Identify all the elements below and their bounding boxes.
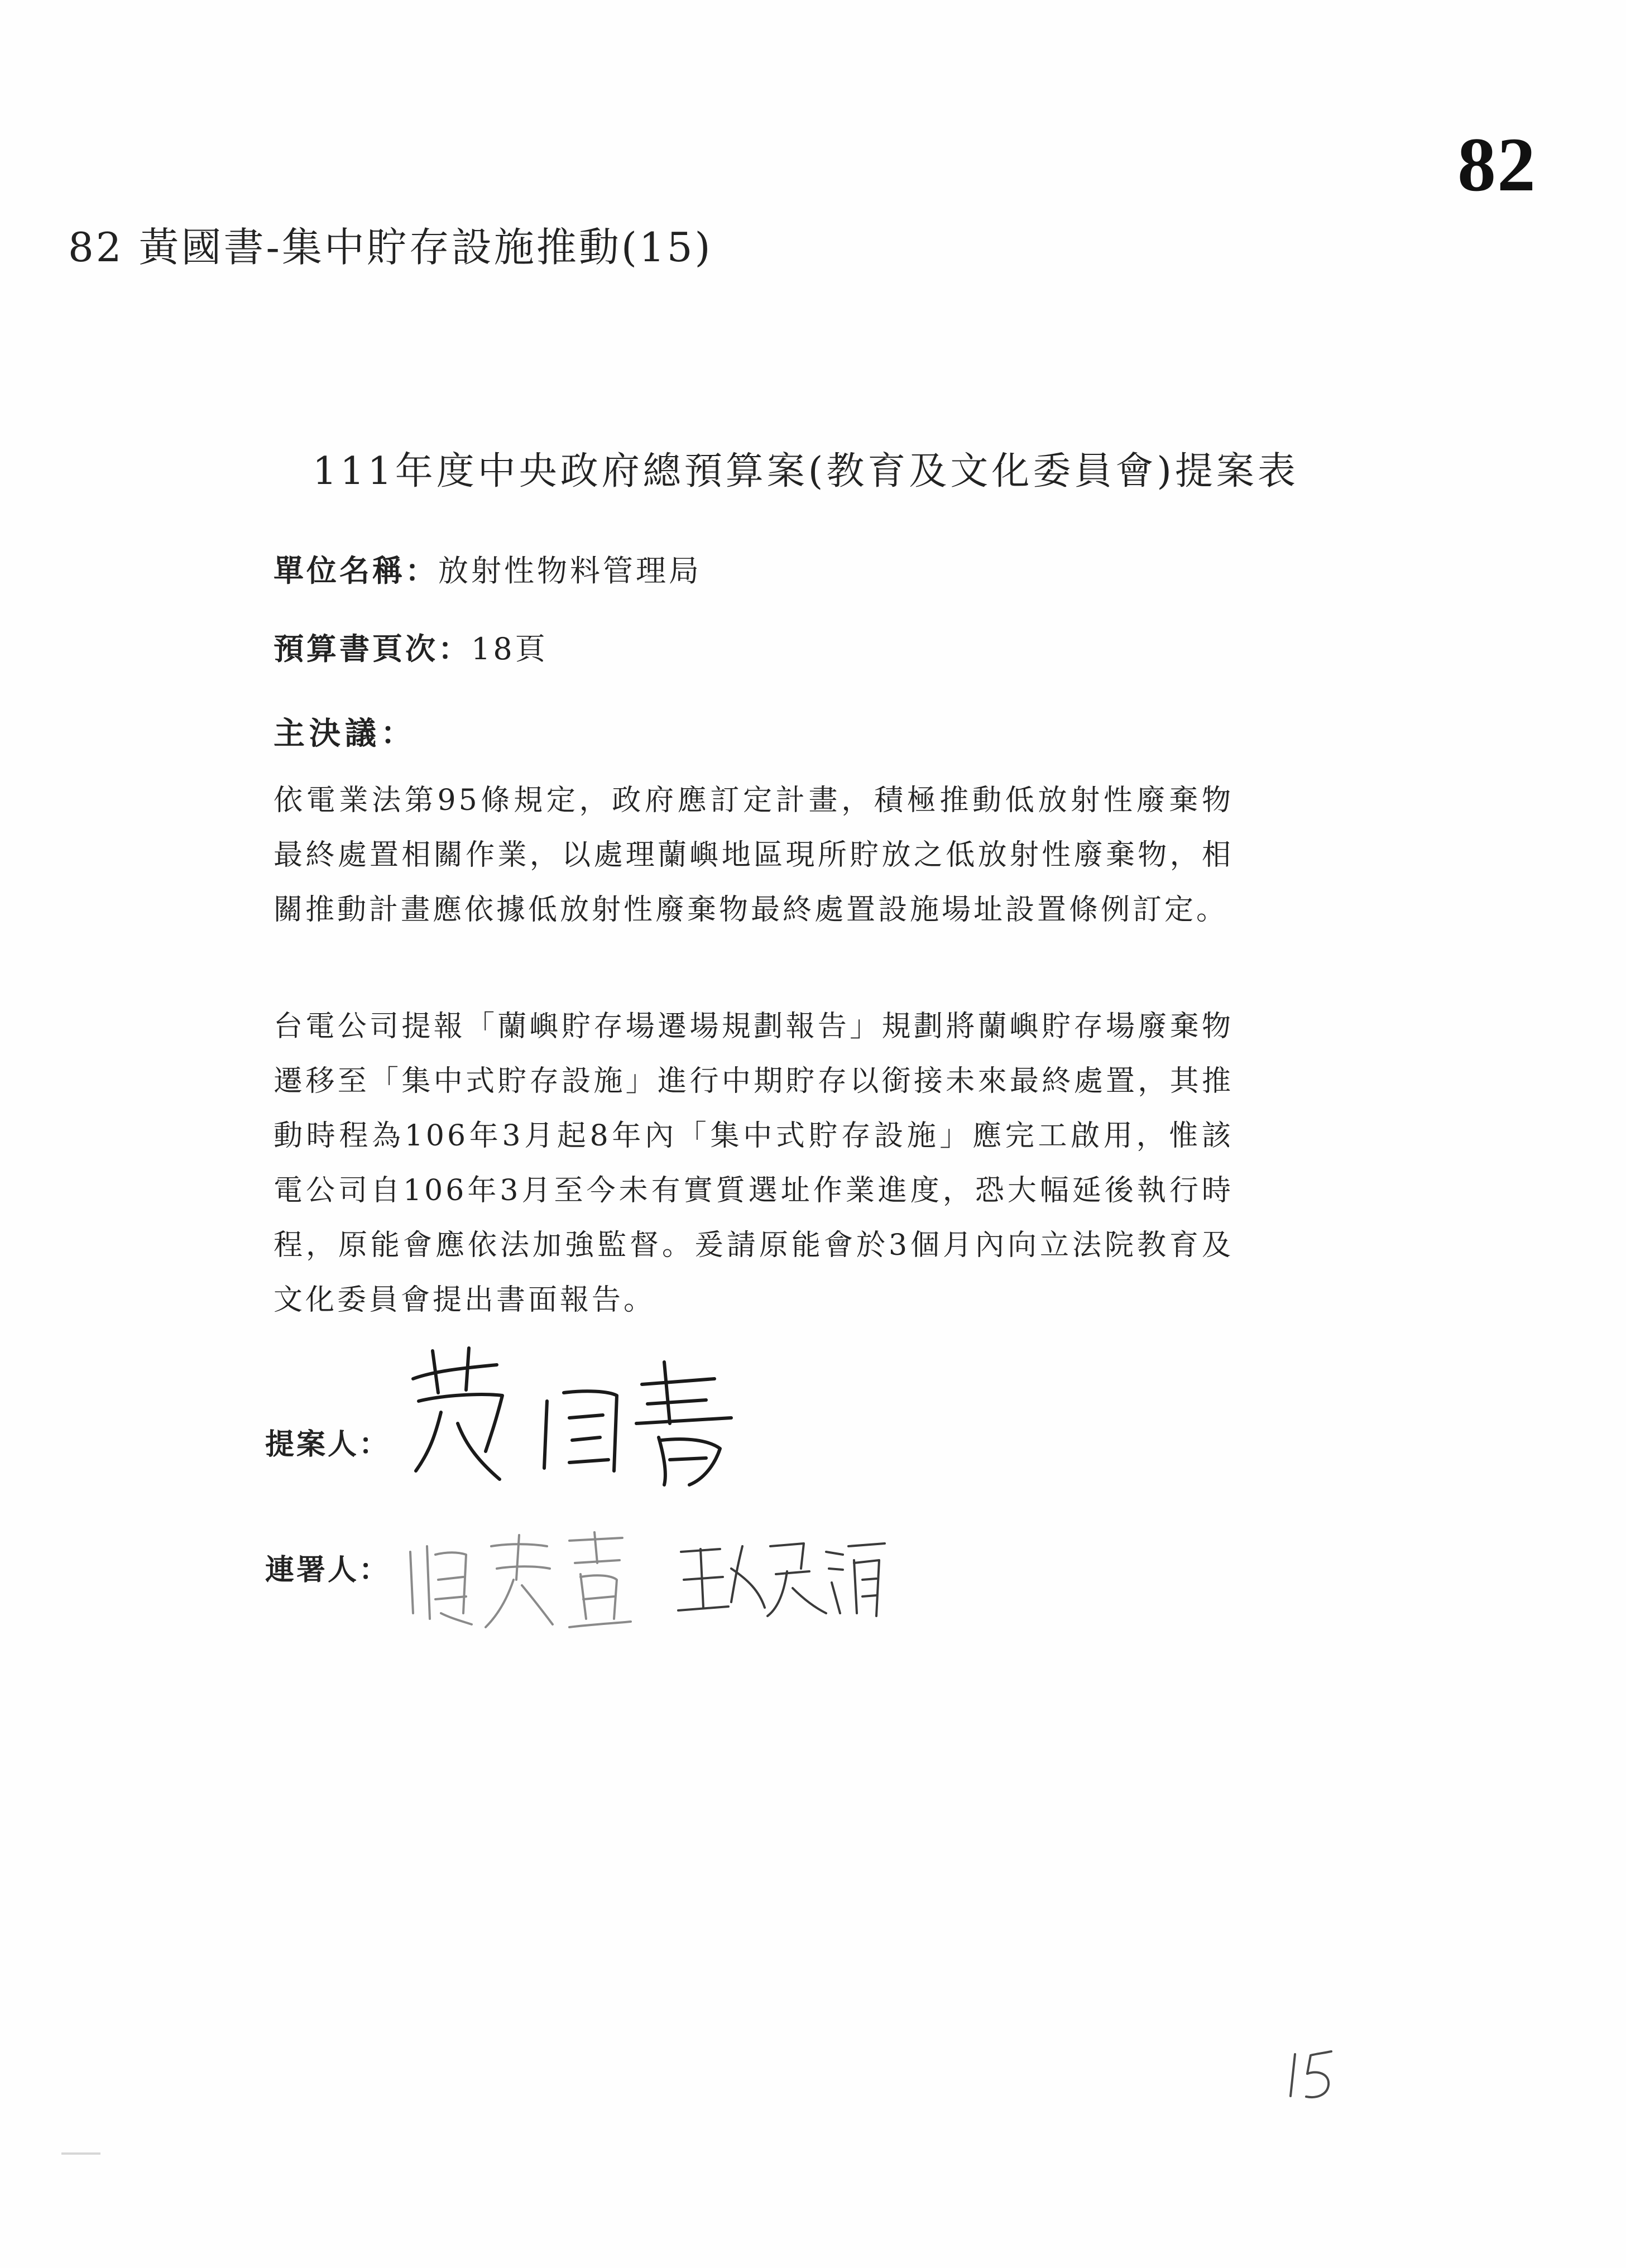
unit-field [274,547,702,590]
proposer-signature [402,1340,748,1496]
item-heading: 82 黃國書-集中貯存設施推動(15) [68,224,713,271]
cosigner-signature [402,1529,636,1636]
cosigner-signature [675,1529,888,1624]
resolution-label: 主決議： [274,715,416,752]
page-number: 82 [1457,122,1537,207]
budget-page-label: 預算書頁次： [274,631,471,667]
unit-label: 單位名稱： [274,553,438,588]
resolution-paragraph: 台電公司提報「蘭嶼貯存場遷場規劃報告」規劃將蘭嶼貯存場廢棄物遷移至「集中式貯存設施」進行中期貯存以銜接未來最終處置，其推動時程為106年3月起8年內「集中式貯存設施」應完工啟用，惟該電公司自106年3月至今未有實質選址作業進度，恐大幅延後執行時程，原能會應依法加強監督。爰請原能會於3個月內向立法院教育及文化委員會提出書面報告。 [274,1010,1234,1317]
form-title: 111年度中央政府總預算案(教育及文化委員會)提案表 [313,449,1299,493]
cosigner-label: 連署人： [265,1553,391,1587]
unit-value: 放射性物料管理局 [438,553,702,588]
budget-page-value: 18頁 [471,631,548,667]
proposer-label: 提案人： [265,1427,391,1461]
handwritten-page-mark [1278,2043,1345,2104]
scan-mark [61,2152,100,2155]
resolution-paragraph: 依電業法第95條規定，政府應訂定計畫，積極推動低放射性廢棄物最終處置相關作業，以處理蘭嶼地區現所貯放之低放射性廢棄物，相關推動計畫應依據低放射性廢棄物最終處置設施場址設置條例訂定。 [274,784,1234,927]
budget-page-field [274,625,548,668]
